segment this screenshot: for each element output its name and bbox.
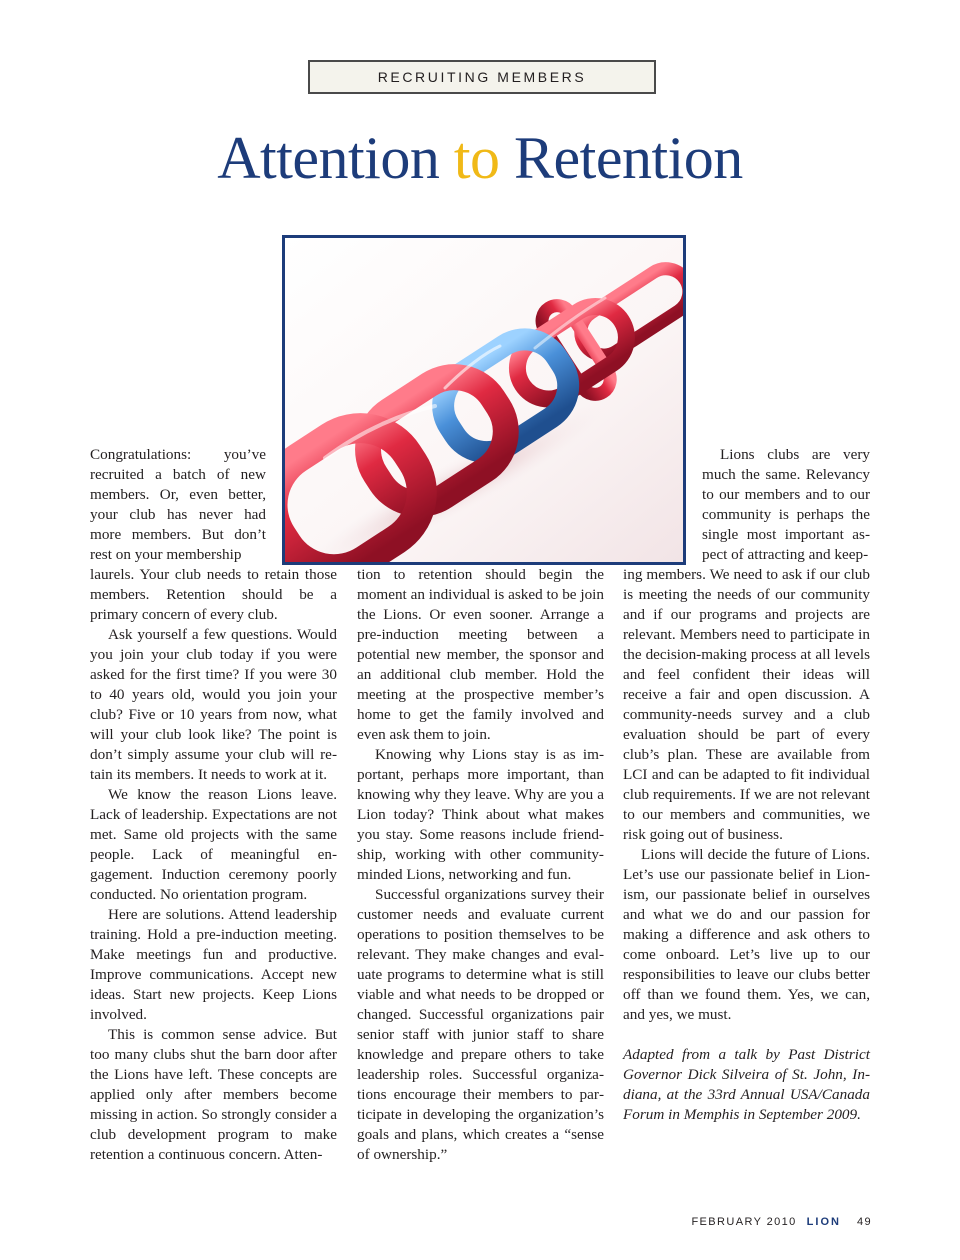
page-footer <box>691 1216 872 1228</box>
column-1-paragraph-2: Ask yourself a few questions. Would you join your club today if you were asked for the first time? If you were 30 to 40 years old, would you join your club? Five or 10 years from now, what will your club look like? The point is don’t simply assume your club will retain its members. It needs to work at it. <box>90 626 337 783</box>
column-1-paragraph-1-end: laurels. Your club needs to retain those members. Retention should be a primary concern of every club. <box>90 566 337 623</box>
column-3-paragraph-2: Lions will decide the future of Lions. Let’s use our passionate belief in Lionism, our passionate belief in ourselves and what we do and our passion for making a difference and ask others to come onboard. Let’s live up to our responsibilities to leave our clubs better off than we found them. Yes, we can, and yes, we must. <box>623 846 870 1023</box>
magazine-name: LION <box>806 1216 841 1228</box>
article-credit: Adapted from a talk by Past District Governor Dick Silveira of St. John, Indiana, at the 33rd Annual USA/Canada Forum in Memphis in September 2009. <box>623 1046 870 1123</box>
column-3-paragraph-1-start: Lions clubs are very much the same. Relevancy to our members and to our community is perhaps the single most important aspect of attracting and keep- <box>702 446 870 563</box>
chain-links-icon <box>285 238 683 562</box>
column-2 <box>357 565 604 1165</box>
title-part-2: to <box>453 125 500 191</box>
chain-image <box>282 235 686 565</box>
column-2-paragraph-1: tion to retention should begin the moment an individual is asked to be join the Lions. Or even sooner. Arrange a pre-induction meeting between a potential new member, the sponsor and an additional club member. Hold the meeting at the prospective member’s home to get the family involved and even ask them to join. <box>357 566 604 743</box>
title-part-3: Retention <box>499 125 743 191</box>
title-part-1: Attention <box>217 125 454 191</box>
column-3 <box>623 565 870 1125</box>
column-1-paragraph-5: This is common sense advice. But too many clubs shut the barn door after the Lions have left. These concepts are applied only after members become missing in action. So strongly consider a club development program to make retention a continuous concern. Atten- <box>90 1026 337 1163</box>
column-1-paragraph-3: We know the reason Lions leave. Lack of leadership. Expectations are not met. Same old projects with the same people. Lack of meaningful engagement. Induction ceremony poorly conducted. No orientation program. <box>90 786 337 903</box>
column-1 <box>90 565 337 1165</box>
section-label <box>308 60 656 94</box>
column-1-paragraph-4: Here are solutions. Attend leadership training. Hold a pre-induction meeting. Make meetings fun and productive. Improve communications. Accept new ideas. Start new projects. Keep Lions involved. <box>90 906 337 1023</box>
page-number: 49 <box>856 1216 872 1228</box>
column-1-intro <box>90 445 266 565</box>
issue-date: FEBRUARY 2010 <box>691 1216 797 1228</box>
column-1-paragraph-1-start: Congratulations: you’ve recruited a batch of new members. Or, even better, your club has never had more members. But don’t rest on your membership <box>90 446 266 563</box>
column-2-paragraph-3: Successful organizations survey their customer needs and evaluate current operations to position themselves to be relevant. They make changes and evaluate programs to determine what is still viable and what needs to be dropped or changed. Successful organizations pair senior staff with junior staff to share knowledge and prepare others to take leadership roles. Successful organizations encourage their members to participate in developing the organization’s goals and plans, which creates a “sense of ownership.” <box>357 886 604 1163</box>
column-3-intro <box>702 445 870 565</box>
column-3-paragraph-1-end: ing members. We need to ask if our club is meeting the needs of our community and if our programs and projects are relevant. Members need to participate in the decision-making process at all levels and feel confident their ideas will receive a fair and open discussion. A community-needs survey and a club evaluation should be part of every club’s plan. These are available from LCI and can be adapted to fit individual club requirements. If we are not relevant to our members and communities, we risk going out of business. <box>623 566 870 843</box>
column-2-paragraph-2: Knowing why Lions stay is as important, perhaps more important, than knowing why they leave. Why are you a Lion today? Think about what makes you stay. Some reasons include friendship, working with other community-minded Lions, networking and fun. <box>357 746 604 883</box>
article-title <box>0 118 960 198</box>
section-label-text: RECRUITING MEMBERS <box>377 69 587 85</box>
